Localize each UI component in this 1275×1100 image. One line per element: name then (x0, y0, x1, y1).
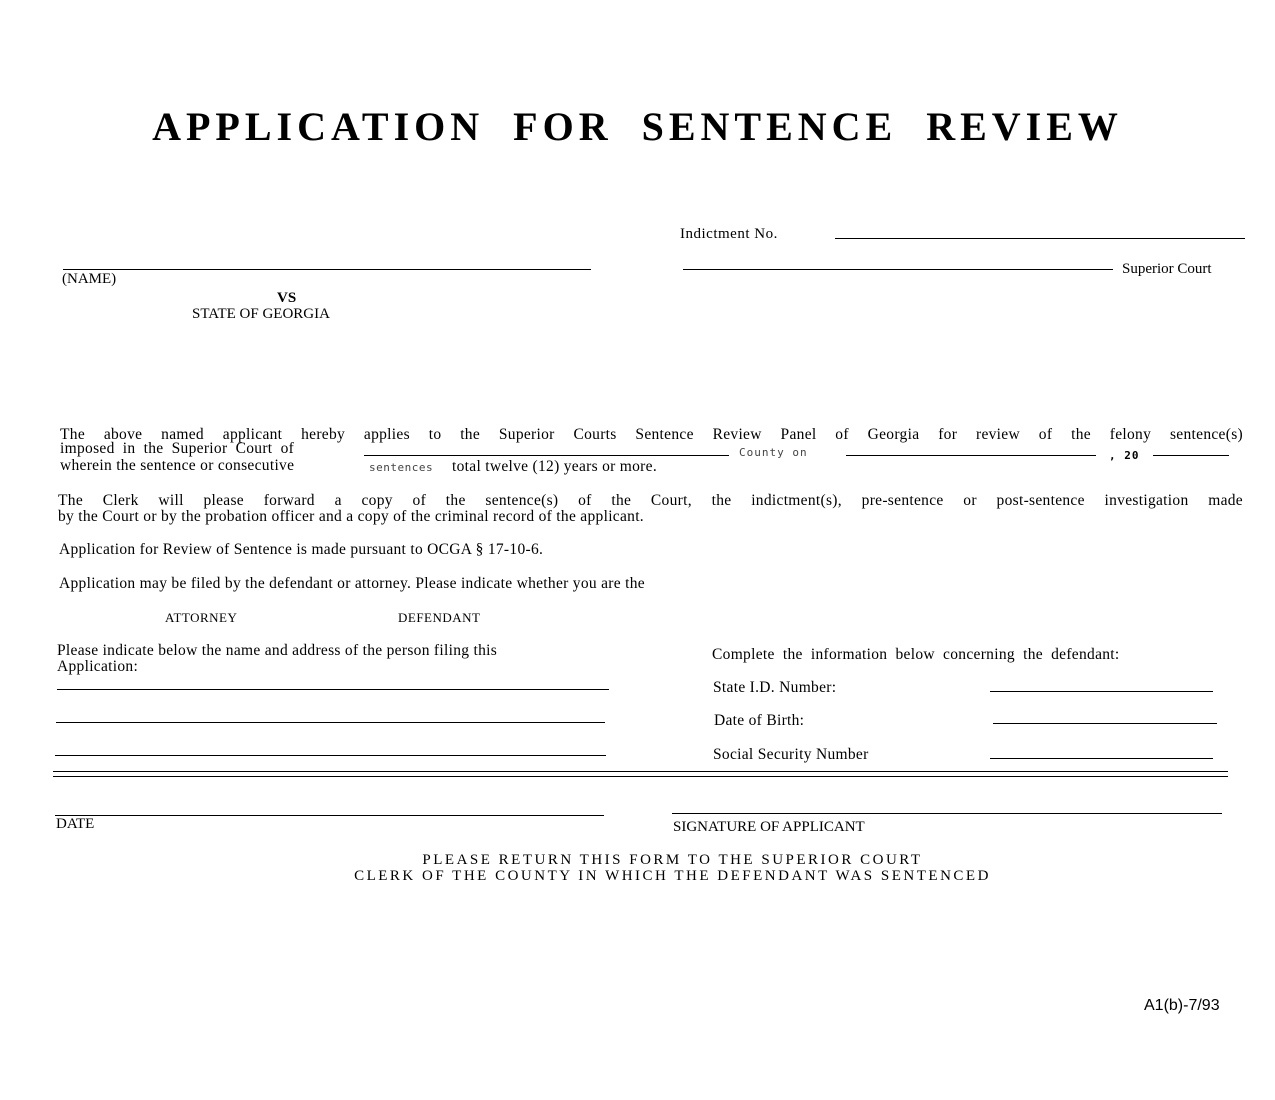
para1-line3a: wherein the sentence or consecutive (60, 457, 295, 474)
para4: Application may be filed by the defendant or attorney. Please indicate whether you are the (59, 575, 645, 592)
sentence-date-field[interactable] (846, 455, 1096, 456)
dob-field[interactable] (993, 723, 1217, 724)
filer-address-field-2[interactable] (55, 755, 606, 756)
footer-line1: PLEASE RETURN THIS FORM TO THE SUPERIOR COURT (422, 852, 923, 868)
filer-instruction-line1: Please indicate below the name and address of the person filing this (57, 642, 498, 659)
page-title: APPLICATION FOR SENTENCE REVIEW (152, 104, 1123, 149)
name-field[interactable] (63, 269, 591, 270)
year-field[interactable] (1153, 455, 1229, 456)
state-label: STATE OF GEORGIA (192, 306, 330, 322)
superior-court-county-field[interactable] (364, 455, 729, 456)
vs-label: VS (277, 290, 297, 306)
superior-court-label: Superior Court (1122, 261, 1212, 277)
name-label: (NAME) (62, 271, 117, 287)
footer-line2: CLERK OF THE COUNTY IN WHICH THE DEFENDANT WAS SENTENCED (354, 868, 991, 884)
superior-court-field[interactable] (683, 269, 1113, 270)
state-id-label: State I.D. Number: (713, 679, 837, 696)
signature-label: SIGNATURE OF APPLICANT (673, 819, 865, 835)
filer-name-field[interactable] (57, 689, 609, 690)
separator-top (53, 771, 1228, 772)
year-prefix-label: , 20 (1109, 449, 1140, 462)
county-on-label: County on (739, 446, 808, 459)
dob-label: Date of Birth: (714, 712, 805, 729)
attorney-option[interactable]: ATTORNEY (165, 610, 238, 625)
defendant-option[interactable]: DEFENDANT (398, 610, 481, 625)
para1-line3b: total twelve (12) years or more. (452, 458, 657, 475)
separator-bottom (53, 776, 1228, 777)
form-code: A1(b)-7/93 (1144, 997, 1220, 1014)
para3: Application for Review of Sentence is made pursuant to OCGA § 17-10-6. (59, 541, 544, 558)
para2-line2: by the Court or by the probation officer and a copy of the criminal record of the applicant. (58, 508, 644, 525)
indictment-number-field[interactable] (835, 238, 1245, 239)
filer-instruction-line2: Application: (57, 658, 139, 675)
sentences-word: sentences (369, 461, 434, 474)
signature-field[interactable] (672, 813, 1222, 814)
date-field[interactable] (55, 815, 604, 816)
ssn-field[interactable] (990, 758, 1213, 759)
filer-address-field-1[interactable] (56, 722, 605, 723)
ssn-label: Social Security Number (713, 746, 869, 763)
para2-line1: The Clerk will please forward a copy of the sentence(s) of the Court, the indictment(s), pre-sentence or post-sentence investigation made (58, 492, 1243, 509)
date-label: DATE (56, 816, 95, 832)
state-id-field[interactable] (990, 691, 1213, 692)
defendant-info-heading: Complete the information below concerning the defendant: (712, 646, 1120, 663)
indictment-label: Indictment No. (680, 226, 778, 242)
para1-line1: The above named applicant hereby applies to the Superior Courts Sentence Review Panel of Georgia for review of the felony sentence(s) (60, 426, 1243, 443)
para1-line2: imposed in the Superior Court of (60, 440, 295, 457)
